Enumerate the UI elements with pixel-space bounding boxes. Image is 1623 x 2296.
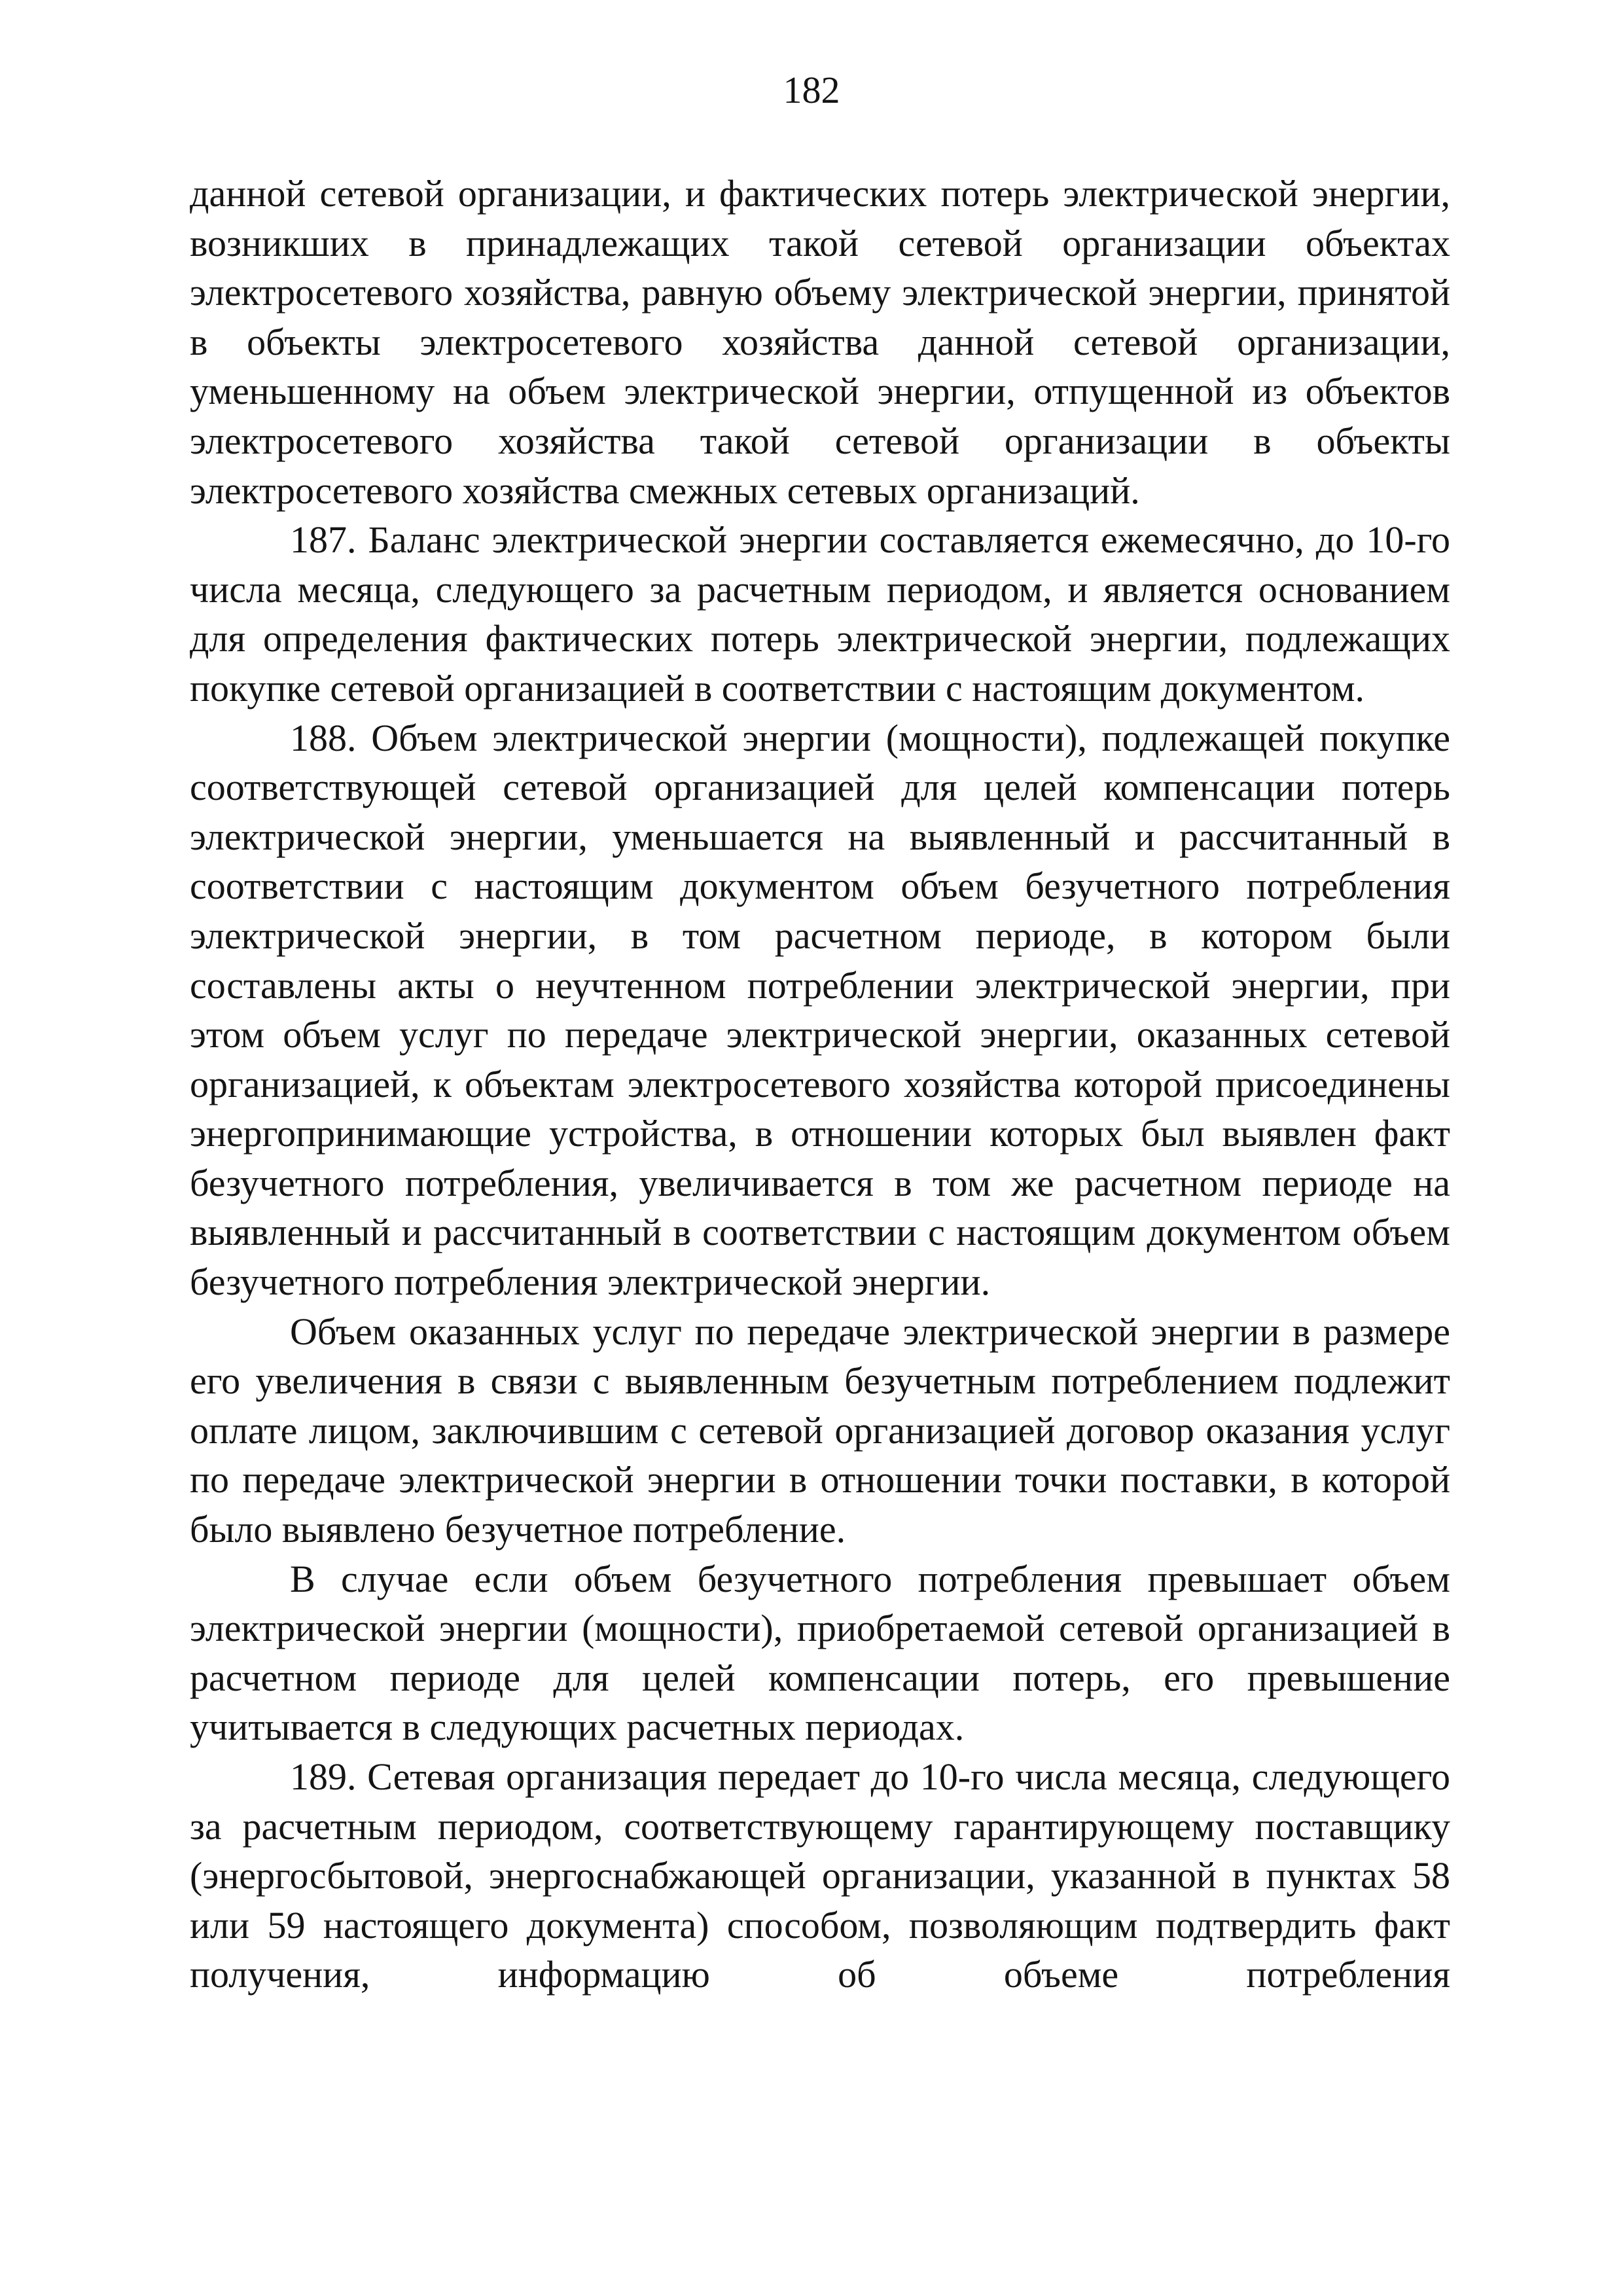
paragraph-188: 188. Объем электрической энергии (мощности), подлежащей покупке соответствующей сетевой организацией для целей компенсации потерь электрической энергии, уменьшается на выявленный и рассчитанный в соответствии с настоящим документом объем безучетного потребления электрической энергии, в том расчетном периоде, в котором были составлены акты о неучтенном потреблении электрической энергии, при этом объем услуг по передаче электрической энергии, оказанных сетевой организацией, к объектам электросетевого хозяйства которой присоединены энергопринимающие устройства, в отношении которых был выявлен факт безучетного потребления, увеличивается в том же расчетном периоде на выявленный и рассчитанный в соответствии с настоящим документом объем безучетного потребления электрической энергии. [190,716,1450,1304]
paragraph-continued: данной сетевой организации, и фактических потерь электрической энергии, возникших в принадлежащих такой сетевой организации объектах электросетевого хозяйства, равную объему электрической энергии, принятой в объекты электросетевого хозяйства данной сетевой организации, уменьшенному на объем электрической энергии, отпущенной из объектов электросетевого хозяйства такой сетевой организации в объекты электросетевого хозяйства смежных сетевых организаций. [190,172,1450,512]
page-number: 182 [783,69,840,111]
paragraph-187: 187. Баланс электрической энергии составляется ежемесячно, до 10-го числа месяца, следующего за расчетным периодом, и является основанием для определения фактических потерь электрической энергии, подлежащих покупке сетевой организацией в соответствии с настоящим документом. [190,518,1450,709]
paragraph-188-excess: В случае если объем безучетного потребления превышает объем электрической энергии (мощности), приобретаемой сетевой организацией в расчетном периоде для целей компенсации потерь, его превышение учитывается в следующих расчетных периодах. [190,1557,1450,1749]
paragraph-189: 189. Сетевая организация передает до 10-го числа месяца, следующего за расчетным периодом, соответствующему гарантирующему поставщику (энергосбытовой, энергоснабжающей организации, указанной в пунктах 58 или 59 настоящего документа) способом, позволяющим подтвердить факт получения, информацию об объеме потребления [190,1755,1450,1996]
document-body [190,169,1450,2000]
paragraph-188-payment: Объем оказанных услуг по передаче электрической энергии в размере его увеличения в связи с выявленным безучетным потреблением подлежит оплате лицом, заключившим с сетевой организацией договор оказания услуг по передаче электрической энергии в отношении точки поставки, в которой было выявлено безучетное потребление. [190,1310,1450,1551]
